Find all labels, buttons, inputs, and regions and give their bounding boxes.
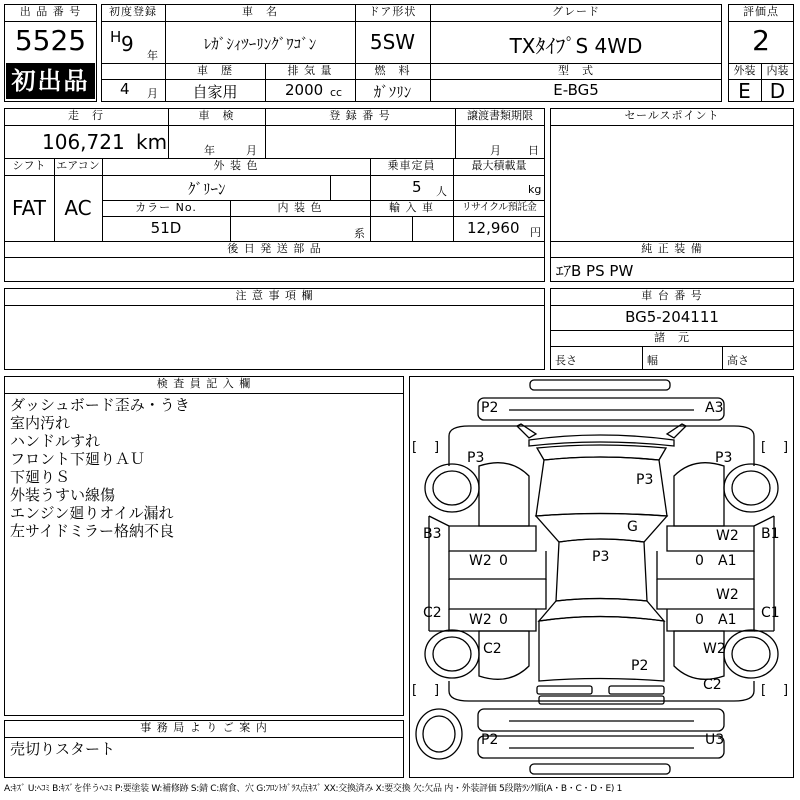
first-listing-badge: 初出品 <box>6 63 95 99</box>
mark-front-left-bumper: P2 <box>481 400 499 416</box>
mark-rear-right-quarter: C2 <box>703 677 722 693</box>
mark-front-right-bumper: A3 <box>705 400 724 416</box>
first-reg-label: 初度登録 <box>109 5 157 18</box>
later-parts-label: 後 日 発 送 部 品 <box>227 242 322 255</box>
svg-text:[: [ <box>761 440 767 455</box>
mileage-unit: km <box>136 130 168 154</box>
history: 自家用 <box>192 83 238 101</box>
transfer-day-unit: 日 <box>528 144 539 157</box>
remark-line: ダッシュボード歪み・うき <box>10 396 190 414</box>
lot-number: 5525 <box>14 24 87 57</box>
transfer-deadline-label: 譲渡書類期限 <box>467 109 533 122</box>
inspection-year-unit: 年 <box>204 144 215 157</box>
score: 2 <box>752 24 770 57</box>
height-label: 高さ <box>727 354 749 367</box>
interior-score: D <box>769 79 786 103</box>
mark-rear-left-bumper: P2 <box>481 732 499 748</box>
capacity: 5 <box>412 178 422 196</box>
mileage: 106,721 <box>42 130 125 154</box>
inspection-label: 車 検 <box>198 109 235 122</box>
color-no: 51D <box>150 219 182 237</box>
score-label: 評価点 <box>743 5 779 18</box>
mark-left-front-side: B3 <box>423 526 442 542</box>
mark-door-zero-1: 0 <box>499 553 508 569</box>
mark-rear-right-bumper: U3 <box>705 732 725 748</box>
door-type: 5SW <box>369 30 416 54</box>
width-label: 幅 <box>647 354 658 367</box>
first-reg-month-unit: 月 <box>147 87 158 100</box>
chassis-number: BG5-204111 <box>625 308 719 326</box>
aircon-label: エアコン <box>56 159 100 172</box>
mark-door-zero-2: 0 <box>695 553 704 569</box>
mark-right-front-fender: P3 <box>715 450 733 466</box>
aircon: AC <box>64 196 92 220</box>
exterior-color-label: 外 装 色 <box>213 159 259 172</box>
mark-right-rear-door-bottom: A1 <box>718 612 737 628</box>
mark-left-front-fender: P3 <box>467 450 485 466</box>
grade-label: グレード <box>552 5 600 18</box>
mark-right-front-side: B1 <box>761 526 780 542</box>
mark-left-rear-fender: C2 <box>483 641 502 657</box>
shift: FAT <box>11 196 46 220</box>
remark-line: 左サイドミラー格納不良 <box>10 522 174 540</box>
recycle-fee: 12,960 <box>467 219 520 237</box>
interior-color-label: 内 装 色 <box>277 201 323 214</box>
max-load-unit: kg <box>528 183 542 196</box>
svg-text:]: ] <box>434 683 440 698</box>
first-reg-year-unit: 年 <box>147 49 158 62</box>
svg-text:[: [ <box>761 683 767 698</box>
front-bumper-shape <box>478 398 724 420</box>
mark-door-zero-4: 0 <box>695 612 704 628</box>
mark-right-front-door-bottom: A1 <box>718 553 737 569</box>
model: E-BG5 <box>553 81 599 99</box>
recycle-unit: 円 <box>530 226 541 239</box>
remark-line: 外装うすい線傷 <box>10 486 116 504</box>
mark-right-front-door-top: W2 <box>716 528 739 544</box>
model-label: 型 式 <box>558 64 594 77</box>
first-reg-year: 9 <box>121 32 134 56</box>
office-label: 事 務 局 よ り ご 案 内 <box>140 721 268 734</box>
mark-windshield: G <box>627 519 638 535</box>
mark-roof: P3 <box>592 549 610 565</box>
svg-text:[: [ <box>412 440 418 455</box>
recycle-label: リサイクル預託金 <box>461 202 537 213</box>
fuel: ｶﾞｿﾘﾝ <box>373 83 412 101</box>
transfer-month-unit: 月 <box>490 144 501 157</box>
remark-line: フロント下廻りＡＵ <box>10 450 146 468</box>
fuel-label: 燃 料 <box>374 64 411 77</box>
mark-right-rear-door-top: W2 <box>716 587 739 603</box>
color-no-label: カラー No. <box>135 201 197 214</box>
car-name-label: 車 名 <box>242 5 278 18</box>
mark-left-rear-side: C2 <box>423 605 442 621</box>
import-label: 輸 入 車 <box>389 201 434 214</box>
sales-point-label: セールスポイント <box>624 109 720 122</box>
length-label: 長さ <box>555 354 577 367</box>
interior-score-label: 内装 <box>766 64 789 77</box>
exterior-score-label: 外装 <box>733 64 756 77</box>
mark-right-rear-fender: W2 <box>703 641 726 657</box>
shift-label: シフト <box>12 159 46 172</box>
car-diagram <box>409 376 794 778</box>
rear-bumper-shape <box>478 709 724 731</box>
front-strip-shape <box>530 380 670 390</box>
mark-left-rear-door: W2 <box>469 612 492 628</box>
mark-right-rear-side: C1 <box>761 605 780 621</box>
door-type-label: ドア形状 <box>368 5 417 18</box>
car-name: ﾚｶﾞｼｨﾂｰﾘﾝｸﾞﾜｺﾞﾝ <box>203 35 317 53</box>
remark-line: エンジン廻りオイル漏れ <box>10 504 174 522</box>
notes-label: 注 意 事 項 欄 <box>235 289 314 302</box>
remark-line: 下廻りＳ <box>10 468 71 486</box>
svg-text:]: ] <box>783 440 789 455</box>
lot-number-label: 出 品 番 号 <box>19 5 82 18</box>
genuine-equipment: ｴｱB PS PW <box>556 262 634 280</box>
first-reg-month: 4 <box>120 80 130 98</box>
mark-door-zero-3: 0 <box>499 612 508 628</box>
legend: A:ｷｽﾞ U:ﾍｺﾐ B:ｷｽﾞを伴うﾍｺﾐ P:要塗装 W:補修跡 S:錆 C:腐食、穴 G:ﾌﾛﾝﾄｶﾞﾗｽ点ｷｽﾞ XX:交換済み X:要交換 欠:欠品 内・外装評価 5段階ﾗﾝｸ順(A・B・C・D・E) 1 <box>4 784 623 794</box>
dimensions-label: 諸 元 <box>654 331 690 344</box>
mark-hood: P3 <box>636 472 654 488</box>
displacement: 2000 <box>285 81 324 99</box>
genuine-equipment-label: 純 正 装 備 <box>641 242 703 255</box>
registration-label: 登 録 番 号 <box>329 109 391 122</box>
exterior-color: ｸﾞﾘｰﾝ <box>188 180 226 198</box>
chassis-label: 車 台 番 号 <box>641 289 703 302</box>
capacity-unit: 人 <box>436 185 447 198</box>
exterior-score: E <box>738 79 751 103</box>
interior-color-unit: 系 <box>354 227 365 240</box>
svg-text:[: [ <box>412 683 418 698</box>
svg-text:]: ] <box>434 440 440 455</box>
mark-tailgate: P2 <box>631 658 649 674</box>
inspector-label: 検 査 員 記 入 欄 <box>156 377 252 390</box>
mileage-label: 走 行 <box>68 109 104 122</box>
grade: TXﾀｲﾌﾟS 4WD <box>509 34 643 58</box>
inspection-month-unit: 月 <box>246 144 257 157</box>
displacement-unit: cc <box>330 86 343 99</box>
office-notice: 売切りスタート <box>10 740 116 758</box>
capacity-label: 乗車定員 <box>387 159 436 172</box>
svg-text:]: ] <box>783 683 789 698</box>
first-reg-era: H <box>110 28 122 46</box>
remark-line: ハンドルすれ <box>10 432 101 450</box>
mark-left-front-door: W2 <box>469 553 492 569</box>
remark-line: 室内汚れ <box>10 414 71 432</box>
max-load-label: 最大積載量 <box>471 159 527 172</box>
displacement-label: 排 気 量 <box>287 64 333 77</box>
history-label: 車 歴 <box>197 64 233 77</box>
